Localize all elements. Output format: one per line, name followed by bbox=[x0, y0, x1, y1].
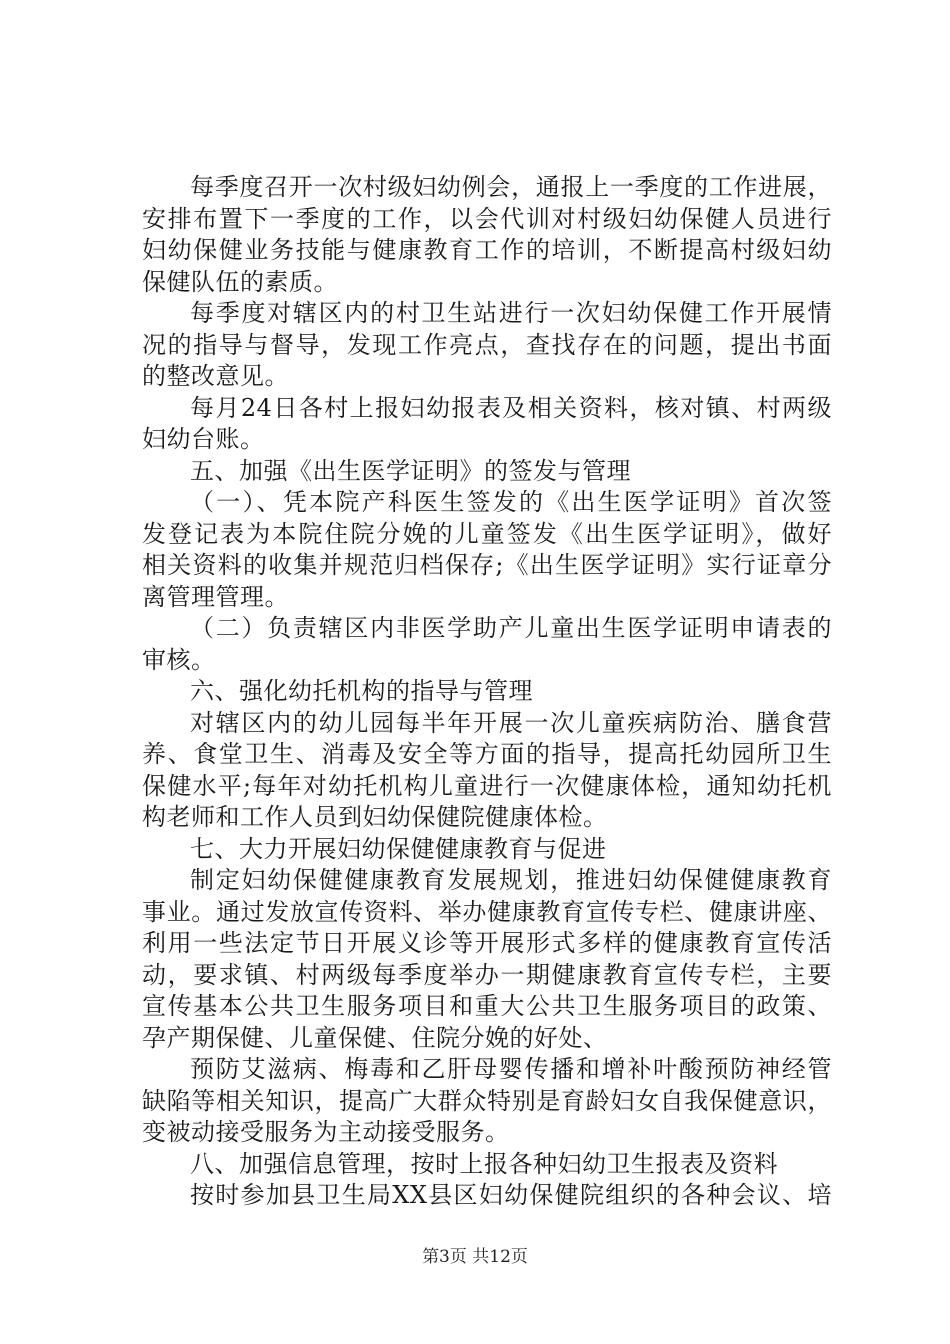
section-heading: 八、加强信息管理，按时上报各种妇幼卫生报表及资料 bbox=[190, 1149, 778, 1178]
text-line: 的整改意见。 bbox=[142, 362, 289, 390]
text-line: 动，要求镇、村两级每季度举办一期健康教育宣传专栏，主要 bbox=[142, 960, 832, 989]
text-line: 预防艾滋病、梅毒和乙肝母婴传播和增补叶酸预防神经管 bbox=[190, 1055, 832, 1083]
text-line: 相关资料的收集并规范归档保存;《出生医学证明》实行证章分 bbox=[142, 551, 832, 579]
text-line: 妇幼台账。 bbox=[142, 425, 265, 453]
text-line: 况的指导与督导，发现工作亮点，查找存在的问题，提出书面 bbox=[142, 330, 832, 359]
text-line: 离管理管理。 bbox=[142, 582, 289, 611]
text-line: 妇幼保健业务技能与健康教育工作的培训，不断提高村级妇幼 bbox=[142, 236, 832, 264]
text-line: 缺陷等相关知识，提高广大群众特别是育龄妇女自我保健意识， bbox=[142, 1086, 832, 1115]
text-line: 养、食堂卫生、消毒及安全等方面的指导，提高托幼园所卫生 bbox=[142, 740, 832, 768]
section-heading: 五、加强《出生医学证明》的签发与管理 bbox=[190, 456, 631, 485]
text-line: 每季度对辖区内的村卫生站进行一次妇幼保健工作开展情 bbox=[190, 299, 832, 327]
text-line: 事业。通过发放宣传资料、举办健康教育宣传专栏、健康讲座、 bbox=[142, 897, 832, 926]
text-line: 安排布置下一季度的工作，以会代训对村级妇幼保健人员进行 bbox=[142, 204, 832, 233]
section-heading: 六、强化幼托机构的指导与管理 bbox=[190, 677, 533, 705]
text-line: （一）、凭本院产科医生签发的《出生医学证明》首次签 bbox=[190, 488, 832, 516]
text-line: 构老师和工作人员到妇幼保健院健康体检。 bbox=[142, 803, 608, 831]
page-number-footer: 第3页 共12页 bbox=[422, 1247, 528, 1267]
text-line: 制定妇幼保健健康教育发展规划，推进妇幼保健健康教育 bbox=[190, 866, 832, 894]
text-line: 按时参加县卫生局XX县区妇幼保健院组织的各种会议、培 bbox=[190, 1181, 832, 1209]
text-line: （二）负责辖区内非医学助产儿童出生医学证明申请表的 bbox=[190, 614, 832, 642]
text-line: 审核。 bbox=[142, 645, 216, 674]
text-line: 每季度召开一次村级妇幼例会，通报上一季度的工作进展， bbox=[190, 173, 832, 201]
text-line: 变被动接受服务为主动接受服务。 bbox=[142, 1118, 510, 1146]
text-line: 保健水平;每年对幼托机构儿童进行一次健康体检，通知幼托机 bbox=[142, 771, 832, 800]
text-line: 发登记表为本院住院分娩的儿童签发《出生医学证明》，做好 bbox=[142, 519, 832, 548]
text-line: 孕产期保健、儿童保健、住院分娩的好处、 bbox=[142, 1023, 608, 1052]
text-line: 宣传基本公共卫生服务项目和重大公共卫生服务项目的政策、 bbox=[142, 992, 832, 1020]
text-line: 每月24日各村上报妇幼报表及相关资料，核对镇、村两级 bbox=[190, 393, 832, 422]
text-line: 对辖区内的幼儿园每半年开展一次儿童疾病防治、膳食营 bbox=[190, 708, 832, 737]
section-heading: 七、大力开展妇幼保健健康教育与促进 bbox=[190, 834, 607, 863]
text-line: 利用一些法定节日开展义诊等开展形式多样的健康教育宣传活 bbox=[142, 929, 832, 957]
document-body bbox=[142, 172, 832, 1212]
text-line: 保健队伍的素质。 bbox=[142, 267, 338, 296]
